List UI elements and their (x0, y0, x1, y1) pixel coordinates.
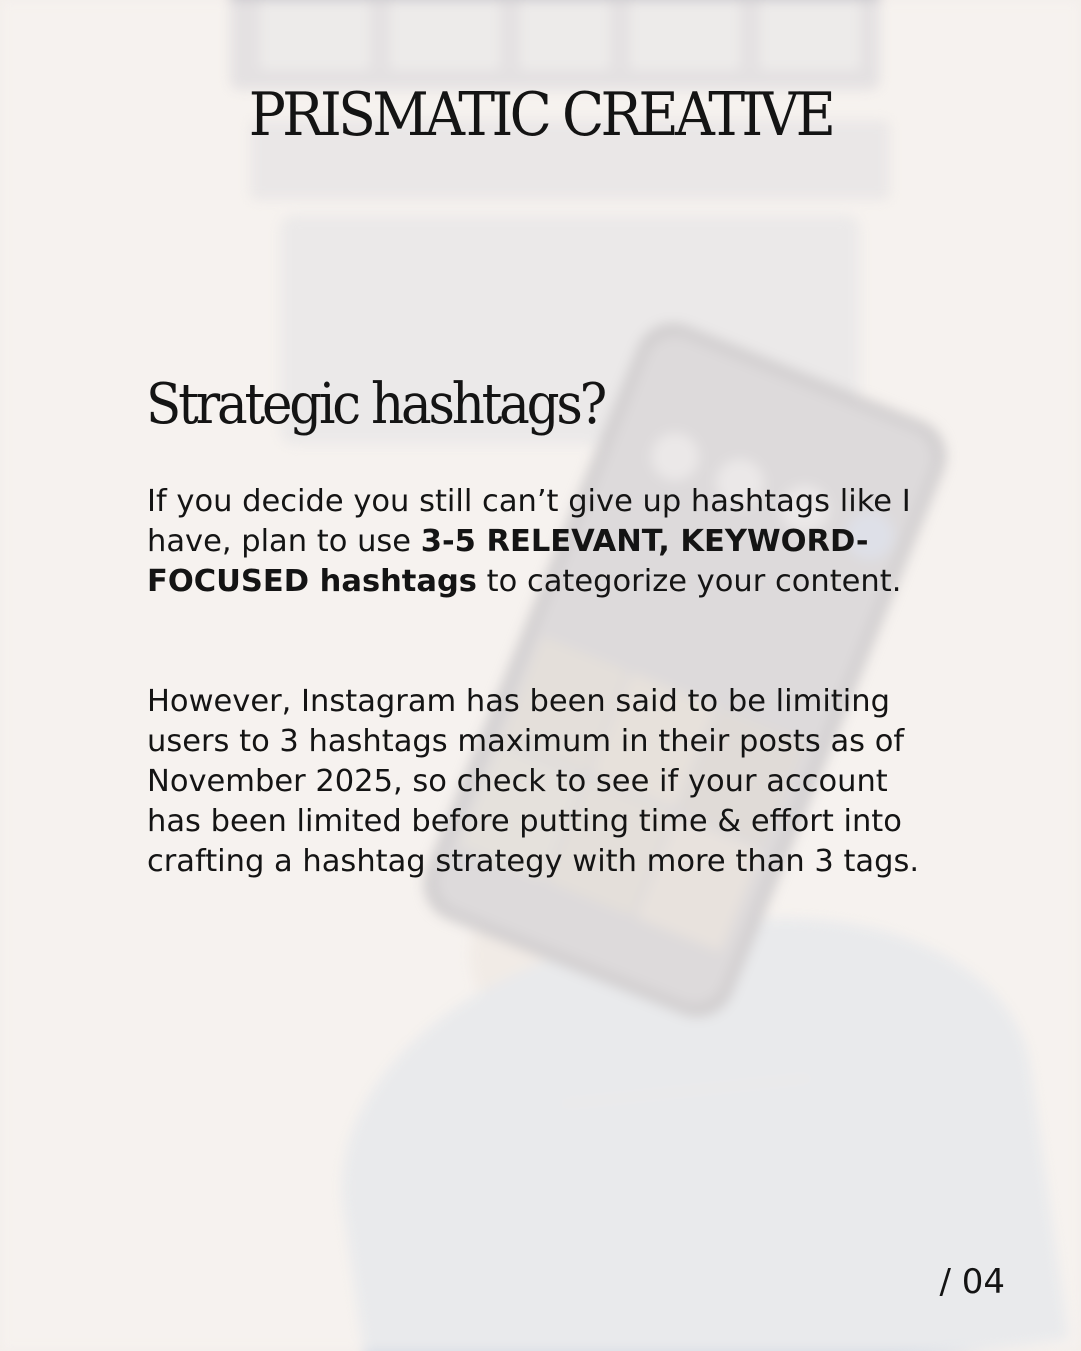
brand-logo: PRISMATIC CREATIVE (248, 80, 833, 150)
slide-headline: Strategic hashtags? (146, 372, 605, 437)
paragraph-1-text-start: If you decide you still can’t give up hashtags like I have, plan to use (147, 484, 911, 559)
page-number: / 04 (939, 1262, 1005, 1302)
body-paragraph-2: However, Instagram has been said to be limiting users to 3 hashtags maximum in their posts as of November 2025, so check to see if your account has been limited before putting time & effort into crafting a hashtag strategy with more than 3 tags. (147, 684, 920, 879)
paragraph-1-emphasis: 3-5 RELEVANT, KEYWORD-FOCUSED hashtags (147, 524, 869, 599)
body-paragraph-1 (147, 482, 947, 602)
paragraph-1-text-end: to categorize your content. (476, 564, 902, 599)
